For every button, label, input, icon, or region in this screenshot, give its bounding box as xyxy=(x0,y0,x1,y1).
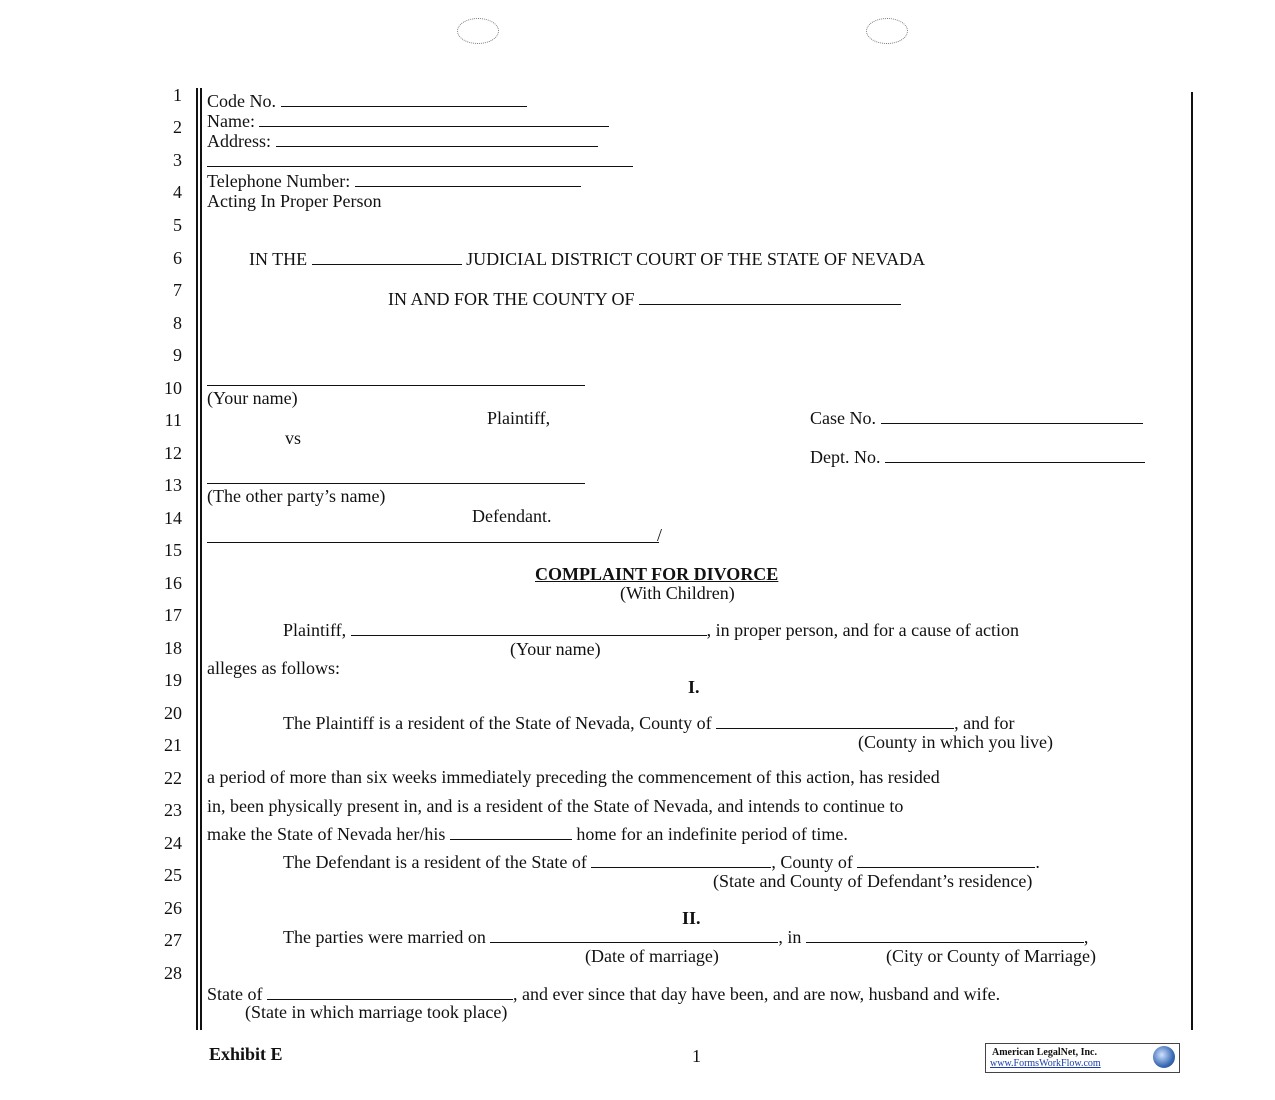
code-no-label: Code No. xyxy=(207,91,276,111)
telephone-line xyxy=(207,171,581,191)
line-number: 3 xyxy=(173,150,182,170)
p4-mid: , in xyxy=(778,927,802,947)
code-no-field[interactable] xyxy=(281,92,527,107)
p2-start: The Plaintiff is a resident of the State of Nevada, County of xyxy=(283,713,712,733)
dept-no-field[interactable] xyxy=(885,448,1145,463)
line-number: 13 xyxy=(164,475,182,495)
plaintiff-name-body-field[interactable] xyxy=(351,621,707,636)
paragraph-2-line-2: a period of more than six weeks immediately preceding the commencement of this action, has resided xyxy=(207,767,940,787)
line-number: 9 xyxy=(173,345,182,365)
p4-date-label: (Date of marriage) xyxy=(585,946,719,966)
defendant-state-field[interactable] xyxy=(591,853,771,868)
case-no-field[interactable] xyxy=(881,409,1143,424)
p4-place-label: (City or County of Marriage) xyxy=(886,946,1096,966)
p3-residence-label: (State and County of Defendant’s residence) xyxy=(713,871,1033,891)
p5-state-label: (State in which marriage took place) xyxy=(245,1002,508,1022)
p1-your-name-label: (Your name) xyxy=(510,639,601,659)
name-field[interactable] xyxy=(259,112,609,127)
p2-l4-start: make the State of Nevada her/his xyxy=(207,824,446,844)
line-number: 24 xyxy=(164,833,182,853)
p4-start: The parties were married on xyxy=(283,927,486,947)
dept-no-line xyxy=(810,447,1145,467)
p5-start: State of xyxy=(207,984,263,1004)
dept-no-label: Dept. No. xyxy=(810,447,881,467)
p1-start: Plaintiff, xyxy=(283,620,347,640)
p2-county-label: (County in which you live) xyxy=(858,732,1053,752)
address-line xyxy=(207,131,598,151)
line-number: 21 xyxy=(164,735,182,755)
line-number: 22 xyxy=(164,768,182,788)
caption-closing-line xyxy=(207,542,659,543)
paragraph-3-line xyxy=(283,852,1040,872)
caption-closing-slash: / xyxy=(657,525,663,545)
line-number: 1 xyxy=(173,85,182,105)
p3-mid: , County of xyxy=(771,852,853,872)
address-field[interactable] xyxy=(276,132,598,147)
punch-hole-right xyxy=(866,18,908,44)
p5-end: , and ever since that day have been, and are now, husband and wife. xyxy=(513,984,1001,1004)
your-name-label: (Your name) xyxy=(207,388,298,408)
home-field[interactable] xyxy=(450,825,572,840)
line-number: 25 xyxy=(164,865,182,885)
line-number: 5 xyxy=(173,215,182,235)
left-margin-rule-outer xyxy=(196,88,198,1030)
line-number: 17 xyxy=(164,605,182,625)
line-number: 27 xyxy=(164,930,182,950)
p3-start: The Defendant is a resident of the State of xyxy=(283,852,587,872)
county-heading-label: IN AND FOR THE COUNTY OF xyxy=(388,289,635,309)
marriage-place-field[interactable] xyxy=(806,928,1084,943)
logo-website-link[interactable]: www.FormsWorkFlow.com xyxy=(990,1058,1101,1069)
marriage-state-field[interactable] xyxy=(267,985,513,1000)
plaintiff-name-field[interactable] xyxy=(207,385,585,386)
paragraph-2-line-4 xyxy=(207,824,848,844)
defendant-name-field[interactable] xyxy=(207,483,585,484)
code-no-line xyxy=(207,91,527,111)
line-number: 10 xyxy=(164,378,182,398)
telephone-label: Telephone Number: xyxy=(207,171,351,191)
p3-end: . xyxy=(1035,852,1040,872)
left-margin-rule-inner xyxy=(200,88,202,1030)
plaintiff-label: Plaintiff, xyxy=(487,408,551,428)
line-number: 20 xyxy=(164,703,182,723)
paragraph-2-line-1 xyxy=(283,713,1015,733)
section-2-heading: II. xyxy=(682,908,701,928)
district-number-field[interactable] xyxy=(312,250,462,265)
defendant-county-field[interactable] xyxy=(857,853,1035,868)
line-number: 18 xyxy=(164,638,182,658)
line-number: 14 xyxy=(164,508,182,528)
line-number: 6 xyxy=(173,248,182,268)
american-legalnet-logo[interactable] xyxy=(985,1043,1180,1073)
page-number: 1 xyxy=(692,1046,701,1066)
paragraph-5-line xyxy=(207,984,1000,1004)
other-party-label: (The other party’s name) xyxy=(207,486,386,506)
right-margin-rule xyxy=(1191,92,1193,1030)
line-number: 28 xyxy=(164,963,182,983)
vs-label: vs xyxy=(285,428,302,448)
paragraph-2-line-3: in, been physically present in, and is a resident of the State of Nevada, and intends to continue to xyxy=(207,796,904,816)
line-number: 23 xyxy=(164,800,182,820)
line-number: 11 xyxy=(164,410,182,430)
defendant-label: Defendant. xyxy=(472,506,552,526)
globe-icon xyxy=(1153,1046,1175,1068)
address-label: Address: xyxy=(207,131,271,151)
court-heading-line-2 xyxy=(388,289,901,309)
p1-continuation: alleges as follows: xyxy=(207,658,340,678)
p2-l4-end: home for an indefinite period of time. xyxy=(576,824,848,844)
paragraph-1-line xyxy=(283,620,1019,640)
line-number: 19 xyxy=(164,670,182,690)
line-number: 8 xyxy=(173,313,182,333)
name-label: Name: xyxy=(207,111,255,131)
court-heading-prefix: IN THE xyxy=(249,249,308,269)
line-number: 2 xyxy=(173,117,182,137)
p4-end: , xyxy=(1083,927,1089,947)
court-heading-suffix: JUDICIAL DISTRICT COURT OF THE STATE OF NEVADA xyxy=(466,249,926,269)
logo-company-name: American LegalNet, Inc. xyxy=(992,1047,1097,1058)
p1-end: , in proper person, and for a cause of action xyxy=(706,620,1020,640)
section-1-heading: I. xyxy=(688,677,700,697)
punch-hole-left xyxy=(457,18,499,44)
exhibit-label: Exhibit E xyxy=(209,1044,283,1064)
line-number: 15 xyxy=(164,540,182,560)
line-number: 4 xyxy=(173,182,182,202)
document-subtitle: (With Children) xyxy=(620,583,735,603)
telephone-field[interactable] xyxy=(355,172,581,187)
marriage-date-field[interactable] xyxy=(490,928,778,943)
paragraph-4-line xyxy=(283,927,1088,947)
county-field[interactable] xyxy=(639,290,901,305)
plaintiff-county-field[interactable] xyxy=(716,714,954,729)
address-field-line-2[interactable] xyxy=(207,166,633,167)
line-number: 7 xyxy=(173,280,182,300)
document-title: COMPLAINT FOR DIVORCE xyxy=(535,564,779,584)
case-no-label: Case No. xyxy=(810,408,876,428)
acting-in-proper-person: Acting In Proper Person xyxy=(207,191,382,211)
name-line xyxy=(207,111,609,131)
p2-end: , and for xyxy=(954,713,1015,733)
case-no-line xyxy=(810,408,1143,428)
line-number: 16 xyxy=(164,573,182,593)
line-number: 12 xyxy=(164,443,182,463)
court-heading-line-1 xyxy=(249,249,925,269)
line-number: 26 xyxy=(164,898,182,918)
